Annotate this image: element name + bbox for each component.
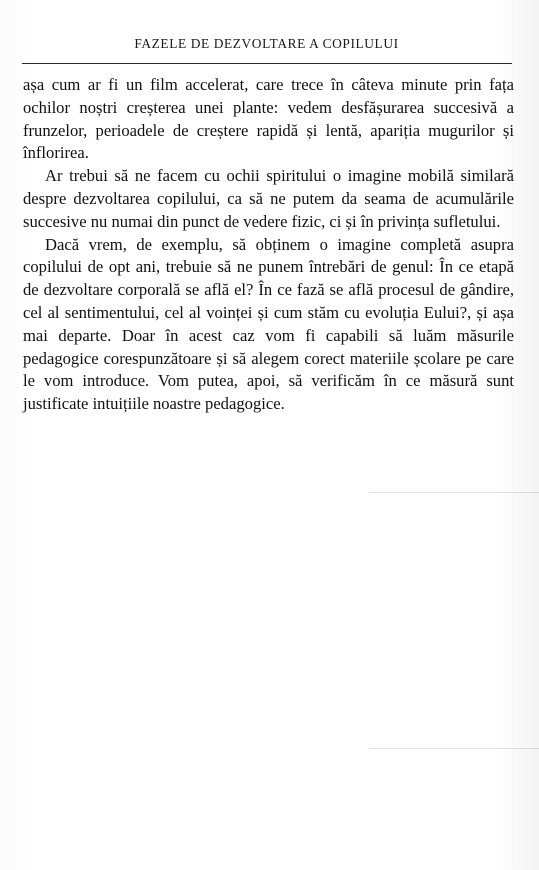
show-through-rule: [369, 492, 539, 493]
paragraph-3: Dacă vrem, de exemplu, să obținem o imagine completă asupra copilului de opt ani, trebuie să ne punem întrebări de genul: În ce etapă de dezvoltare corporală se află el? În ce fază se află procesul de gândire, cel al sentimentului, cel al voinței și cum stăm cu evoluția Eului?, și așa mai departe. Doar în acest caz vom fi capabili să luăm măsurile pedagogice corespunzătoare și să alegem corect materiile școlare pe care le vom introduce. Vom putea, apoi, să verificăm în ce măsură sunt justificate intuițiile noastre pedagogice.: [23, 234, 514, 414]
paragraph-1: așa cum ar fi un film accelerat, care trece în câteva minute prin fața ochilor noștri creșterea unei plante: vedem desfășurarea succesivă a frunzelor, perioadele de creștere rapidă și lentă, apariția mugurilor și înflorirea.: [23, 75, 514, 163]
header-rule: [22, 63, 512, 64]
body-text: [23, 74, 514, 416]
paragraph-2: Ar trebui să ne facem cu ochii spiritului o imagine mobilă similară despre dezvoltarea copilului, ca să ne putem da seama de acumulările succesive nu numai din punct de vedere fizic, ci și în privința sufletului.: [23, 166, 514, 231]
show-through-rule: [369, 748, 539, 749]
running-header: FAZELE DE DEZVOLTARE A COPILULUI: [134, 36, 399, 51]
